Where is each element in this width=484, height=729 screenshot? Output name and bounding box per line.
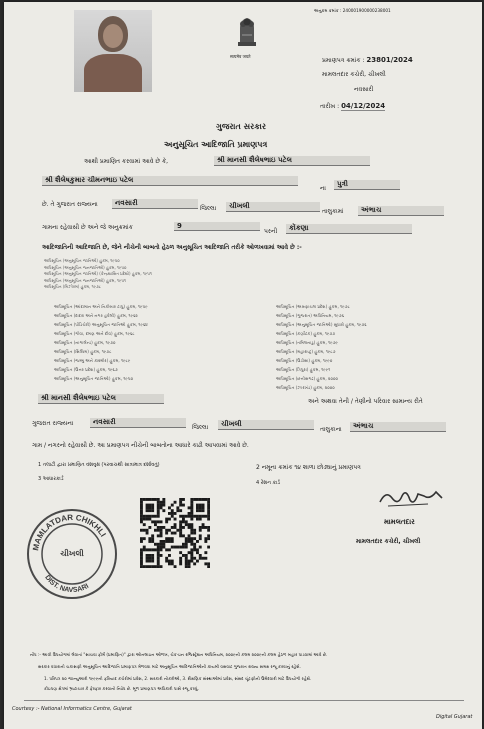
tribe-label: પરની	[264, 228, 278, 235]
orders-right-list	[276, 302, 466, 392]
footer-note-4: કોઇપણ ક્ષેત્રમાં ભ્રષ્ટાચાર કે ફેરફાર કરવાનો નિષેધ છે. મૂળ પ્રમાણપત્ર અધિકારી પાસે રજૂ કરવું.	[44, 686, 199, 691]
state-text-2: ગુજરાત રાજ્યના	[32, 420, 74, 427]
stamp-bottom-text: DIST. NAVSARI	[43, 574, 91, 595]
order-item: અધિસૂચિત (અનુસૂચિત જાતિઓ) હુકમ, ૧૯૫૦	[54, 376, 134, 381]
schedule-line: અધિસૂચિત (અનુસૂચિત જનજાતિઓ) હુકમ, ૧૯૫૦	[44, 264, 127, 270]
basis-item-2: 2 નમૂના ક્રમાંક ૧૪ શાળા છોડ્યાનું પ્રમાણપત્ર	[256, 464, 361, 471]
order-item: અધિસૂચિત (પોંડિચેરી) અનુસૂચિત જાતિઓ હુકમ, ૧૯૬૪	[54, 322, 148, 327]
signature-icon	[378, 486, 448, 510]
serial-no: 9	[174, 222, 260, 231]
cert-number: 23801/2024	[366, 56, 413, 64]
order-item: અધિસૂચિત (જમ્મુ અને કાશ્મીર) હુકમ, ૧૯૮૯	[54, 358, 131, 363]
order-item: અધિસૂચિત (ઉત્તર પ્રદેશ) હુકમ, ૧૯૬૭	[54, 367, 118, 372]
district-value-2: નવસારી	[90, 418, 186, 428]
footer-note-1: નોંધ :- આવી ઉપયોગમાં લેવાતાં "સાચવા ફોર્મ (પ્રમાણિત)" દ્વારા ઓનલાઇન ઓળખ, ચેક-ઇન રજિસ્ટ્રેશન અધિનિયમ, ૨૦૦૯ની કલમ ૨૦૦૯ની કલમ હેઠળ બહાર પાડવામાં આવે છે.	[30, 652, 328, 657]
applicant-name: શ્રી માનસી શૈલેષભાઇ પટેલ	[214, 156, 370, 166]
order-item: અધિસૂચિત (મહારાષ્ટ્ર) હુકમ, ૧૯૮૭	[276, 349, 336, 354]
footer-note-3: 1. પરિપત્ર ૨૦ જાન્યુઆરી ૧૯૯૯ની ફરિયાદ કચેરીમાં પ્રવેશ, 2. સરકારી નોકરીઓ, 3. શૈક્ષણિક સંસ્થાઓમાં પ્રવેશ, સંસદ ચૂંટણીની ઉમેદવારી માટે ઉપયોગી રહેશે.	[44, 676, 312, 681]
tribe-text: આદિજાતિની આદિજાતિ છે, જેને નીચેની બાબતો હેઠળ અનુસૂચિત આદિજાતિ તરીકે ઓળખવામાં આવે છે :-	[42, 244, 302, 251]
mamlatdar-stamp-icon	[24, 506, 120, 602]
signatory-office: મામલતદાર કચેરી, ચીખલી	[356, 538, 421, 545]
date-row	[320, 102, 385, 111]
basis-text: ગામ / નગરનો રહેવાસી છે. આ પ્રમાણપત્ર નીચેની બાબતોના આધારે કાઢી આપવામાં આવે છે.	[32, 442, 249, 449]
office-place: નવસારી	[354, 86, 374, 93]
cert-title: અનુસૂચિત આદિજાતિ પ્રમાણપત્ર	[164, 140, 268, 149]
family-text: અને અથવા તેની / તેણીનો પરિવાર સામાન્ય રીતે	[308, 398, 423, 405]
qr-code	[140, 498, 210, 568]
schedule-line: અધિસૂચિત (અનુસૂચિત જાતિઓ) હુકમ, ૧૯૫૦	[44, 258, 120, 263]
office-name: મામલતદાર કચેરી, ચીખલી	[322, 71, 386, 78]
order-item: અધિસૂચિત (ગોવા, દમણ અને દીવ) હુકમ, ૧૯૬૮	[54, 331, 135, 336]
footer-note-2: સરકાર વધારાની ચકાસણી અનુસૂચિત આદિજાતિ પ્રમાણપત્ર મેળવવા માટે અનુસૂચિત આદિજાતિઓની કાયમી વસવાટ ગુજરાત રાજ્ય સમક્ષ રજૂ કરવાનું રહેશે.	[38, 664, 301, 669]
stamp-center-text: ચીખલી	[60, 549, 84, 558]
courtesy-text: Courtesy :- National Informatics Centre, Gujarat	[12, 706, 132, 712]
order-item: અધિસૂચિત (અરુણાચલ પ્રદેશ) હુકમ, ૧૯૭૮	[276, 304, 350, 309]
relation-prefix: ના	[320, 185, 326, 192]
state-text: છે. તે ગુજરાત રાજ્યના	[42, 201, 98, 208]
relation: પુત્રી	[334, 180, 400, 190]
order-item: અધિસૂચિત (આંદામાન અને નિકોબાર ટાપુ) હુકમ, ૧૯૫૯	[54, 304, 148, 309]
issue-date: 04/12/2024	[341, 102, 386, 110]
certificate-paper	[4, 2, 482, 729]
order-item: અધિસૂચિત (છત્તીસગઢ) હુકમ, ૨૦૦૦	[276, 376, 339, 381]
basis-item-1: 1 તલાટી દ્વારા પ્રમાણિત વંશવૃક્ષ (પરવાચથી સાત્રામાત્ર દર્શાવતું)	[38, 462, 160, 468]
signatory-title: મામલતદાર	[384, 518, 415, 526]
order-item: અધિસૂચિત (ગુજરાત) અધિનિયમ, ૧૯૭૬	[276, 313, 345, 318]
taluka-label: તાલુકામાં	[322, 208, 344, 215]
village-value-2: અંભાચ	[350, 422, 446, 432]
order-item: અધિસૂચિત (નાગાલેન્ડ) હુકમ, ૧૯૭૦	[54, 340, 116, 345]
taluka-value: ચીખલી	[226, 202, 320, 212]
date-label: તારીખ :	[320, 103, 340, 110]
cert-number-label: પ્રમાણપત્ર ક્રમાંક :	[322, 57, 365, 64]
state-emblem-icon	[232, 12, 262, 52]
applicant-photo	[74, 10, 152, 92]
schedule-text-block	[44, 258, 444, 298]
orders-left-list	[54, 302, 254, 383]
emblem-caption: सत्यमेव जयते	[230, 54, 251, 59]
village-value: અંભાચ	[358, 206, 444, 216]
stamp-top-text: MAMLATDAR CHIKHLI	[31, 512, 108, 552]
district-label-2: જિલ્લા	[192, 424, 209, 431]
order-item: અધિસૂચિત (દાદરા અને નગર હવેલી) હુકમ, ૧૯૬૨	[54, 313, 138, 318]
order-item: અધિસૂચિત (સિક્કિમ) હુકમ, ૧૯૭૮	[54, 349, 112, 354]
schedule-line: અધિસૂચિત (અનુસૂચિત જનજાતિઓ) હુકમ, ૧૯૫૧	[44, 277, 126, 283]
order-item: અધિસૂચિત (ઉડીસા) હુકમ, ૧૯૯૦	[276, 358, 333, 363]
taluka-label-2: તાલુકાના	[320, 426, 342, 433]
district-label: જિલ્લા	[200, 205, 217, 212]
serial-number: અનુક્રમ ક્રમાંક : 240001900000238001	[314, 8, 391, 13]
digital-gujarat-brand: Digital Gujarat	[436, 714, 473, 720]
order-item: અધિસૂચિત (ત્રિપુરા) હુકમ, ૧૯૯૧	[276, 367, 331, 372]
order-item: અધિસૂચિત (તમિલનાડુ) હુકમ, ૧૯૭૯	[276, 340, 339, 345]
gov-title: ગુજરાત સરકાર	[216, 122, 266, 131]
order-item: અધિસૂચિત (અનુસૂચિત જાતિઓ) સુધારો હુકમ, ૧૯૭૬	[276, 322, 367, 327]
father-name: શ્રી શૈલેષકુમાર ચીમનભાઇ પટેલ	[42, 176, 298, 186]
tribe-value: કોંકણા	[286, 224, 412, 234]
taluka-value-2: ચીખલી	[218, 420, 314, 430]
schedule-line: અધિસૂચિત (મિઝોરમ) હુકમ, ૧૯૭૮	[44, 284, 101, 289]
intro-text: આથી પ્રમાણિત કરવામાં આવે છે કે,	[84, 158, 169, 165]
cert-number-row	[322, 56, 413, 65]
order-item: અધિસૂચિત (ઝારખંડ) હુકમ, ૨૦૦૦	[276, 385, 335, 390]
applicant-name-2: શ્રી માનસી શૈલેષભાઇ પટેલ	[38, 394, 164, 404]
basis-item-4: 4 રેશન કાર્ડ	[256, 480, 281, 486]
district-value: નવસારી	[112, 199, 198, 209]
serial-text: ગામના રહેવાસી છે અને જે અનુક્રમાંક	[42, 224, 133, 231]
basis-item-3: 3 આધારકાર્ડ	[38, 476, 64, 482]
schedule-line: અધિસૂચિત (અનુસૂચિત જાતિઓ) (કેન્દ્રશાસિત પ્રદેશો) હુકમ, ૧૯૫૧	[44, 271, 152, 276]
order-item: અધિસૂચિત (કર્ણાટક) હુકમ, ૧૯૭૭	[276, 331, 336, 336]
